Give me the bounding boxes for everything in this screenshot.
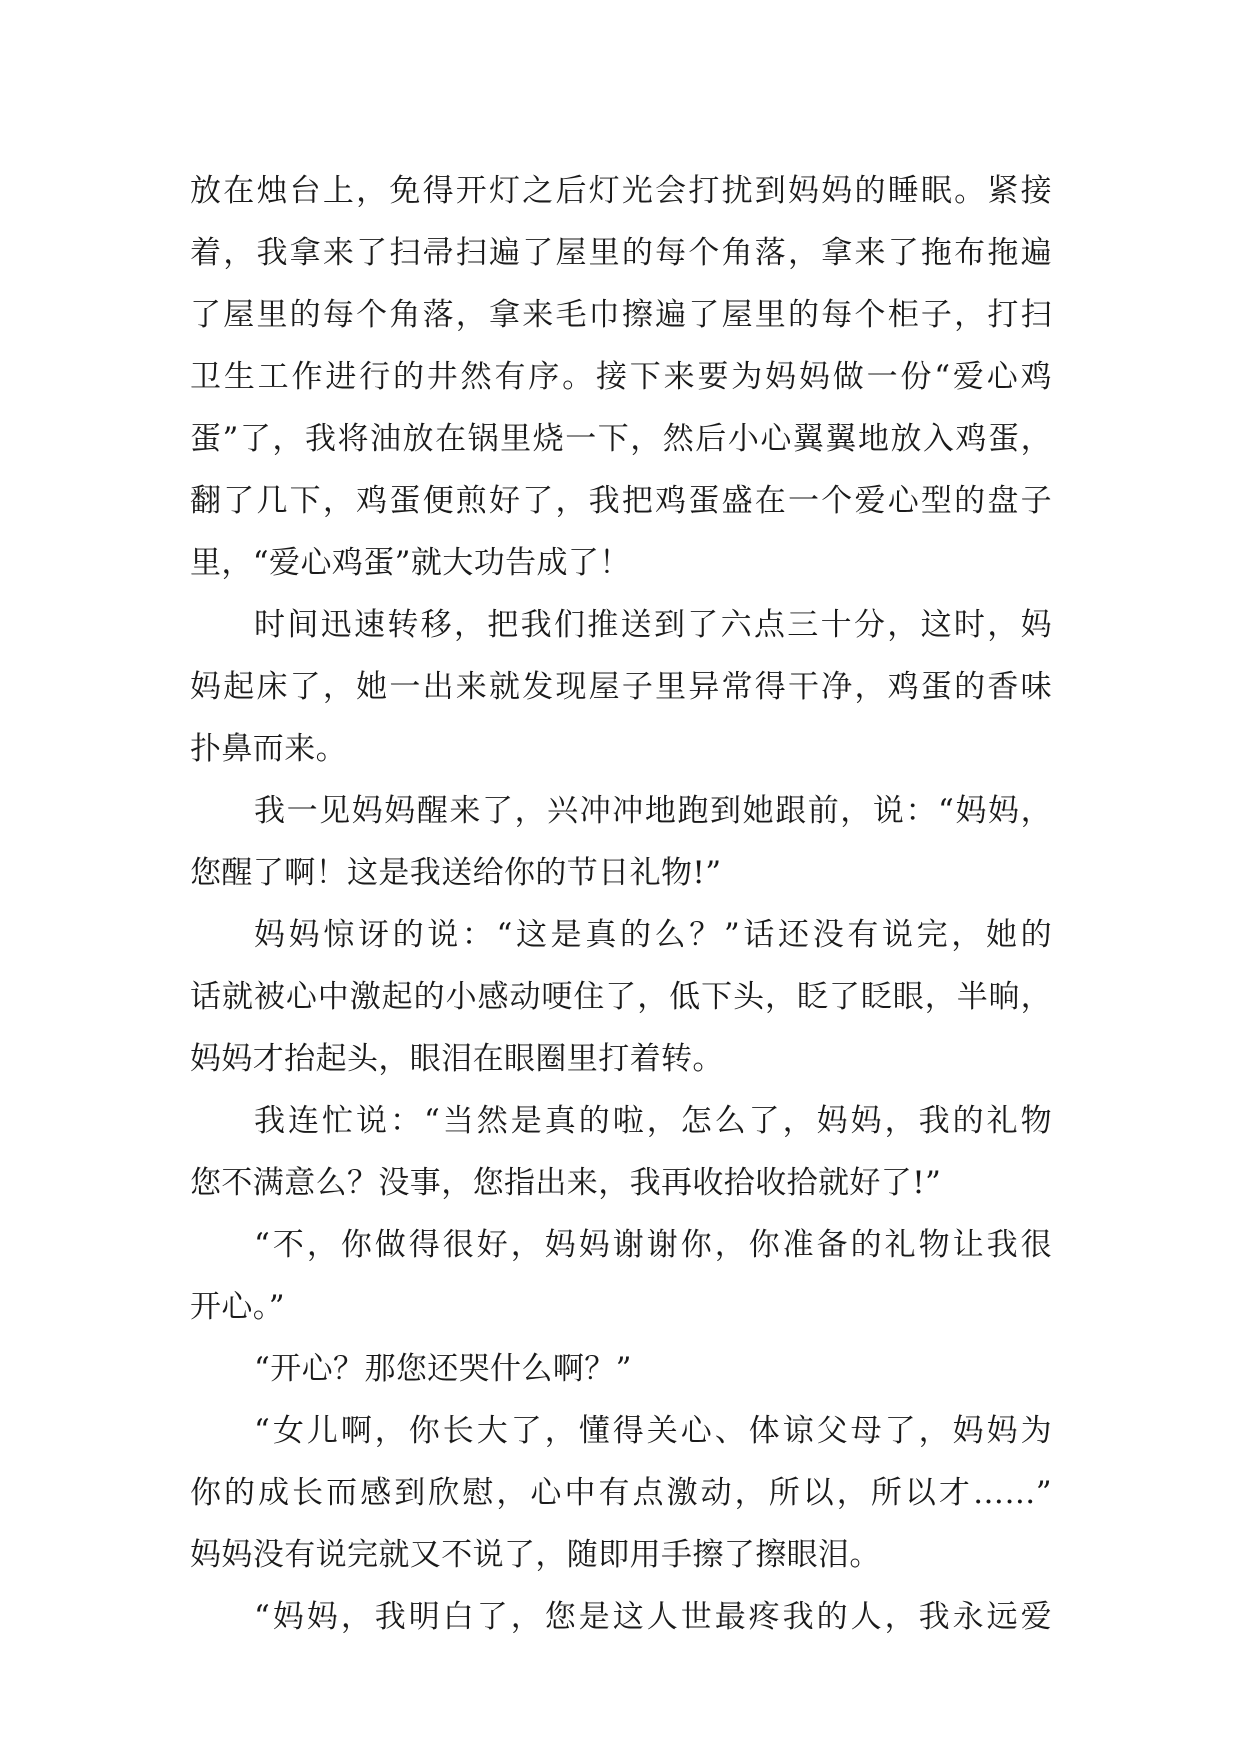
text-line: 放在烛台上，免得开灯之后灯光会打扰到妈妈的睡眠。紧接	[190, 173, 1052, 209]
text-line: 卫生工作进行的井然有序。接下来要为妈妈做一份“爱心鸡	[190, 359, 1052, 395]
text-line: 我连忙说：“当然是真的啦，怎么了，妈妈，我的礼物	[254, 1103, 1052, 1139]
text-line: “开心？那您还哭什么啊？”	[254, 1351, 632, 1387]
text-line: 你的成长而感到欣慰，心中有点激动，所以，所以才……”	[190, 1475, 1052, 1511]
text-line: “女儿啊，你长大了，懂得关心、体谅父母了，妈妈为	[254, 1413, 1052, 1449]
text-line: 着，我拿来了扫帚扫遍了屋里的每个角落，拿来了拖布拖遍	[190, 235, 1052, 271]
text-line: 妈妈没有说完就又不说了，随即用手擦了擦眼泪。	[190, 1537, 881, 1573]
text-line: “妈妈，我明白了，您是这人世最疼我的人，我永远爱	[254, 1599, 1052, 1635]
text-line: 话就被心中激起的小感动哽住了，低下头，眨了眨眼，半晌，	[190, 979, 1052, 1015]
text-line: 里，“爱心鸡蛋”就大功告成了！	[190, 545, 631, 581]
article-body	[190, 160, 1052, 1648]
text-line: “不，你做得很好，妈妈谢谢你，你准备的礼物让我很	[254, 1227, 1052, 1263]
text-line: 妈妈才抬起头，眼泪在眼圈里打着转。	[190, 1041, 724, 1077]
text-line: 我一见妈妈醒来了，兴冲冲地跑到她跟前，说：“妈妈，	[254, 793, 1052, 829]
text-line: 时间迅速转移，把我们推送到了六点三十分，这时，妈	[254, 607, 1052, 643]
text-line: 翻了几下，鸡蛋便煎好了，我把鸡蛋盛在一个爱心型的盘子	[190, 483, 1052, 519]
text-line: 蛋”了，我将油放在锅里烧一下，然后小心翼翼地放入鸡蛋，	[190, 421, 1052, 457]
text-line: 妈妈惊讶的说：“这是真的么？”话还没有说完，她的	[254, 917, 1052, 953]
text-line: 您醒了啊！这是我送给你的节日礼物!”	[190, 855, 722, 891]
text-line: 扑鼻而来。	[190, 731, 347, 767]
text-line: 了屋里的每个角落，拿来毛巾擦遍了屋里的每个柜子，打扫	[190, 297, 1052, 333]
text-line: 妈起床了，她一出来就发现屋子里异常得干净，鸡蛋的香味	[190, 669, 1052, 705]
text-line: 开心。”	[190, 1289, 285, 1325]
text-line: 您不满意么？没事，您指出来，我再收拾收拾就好了!”	[190, 1165, 942, 1201]
